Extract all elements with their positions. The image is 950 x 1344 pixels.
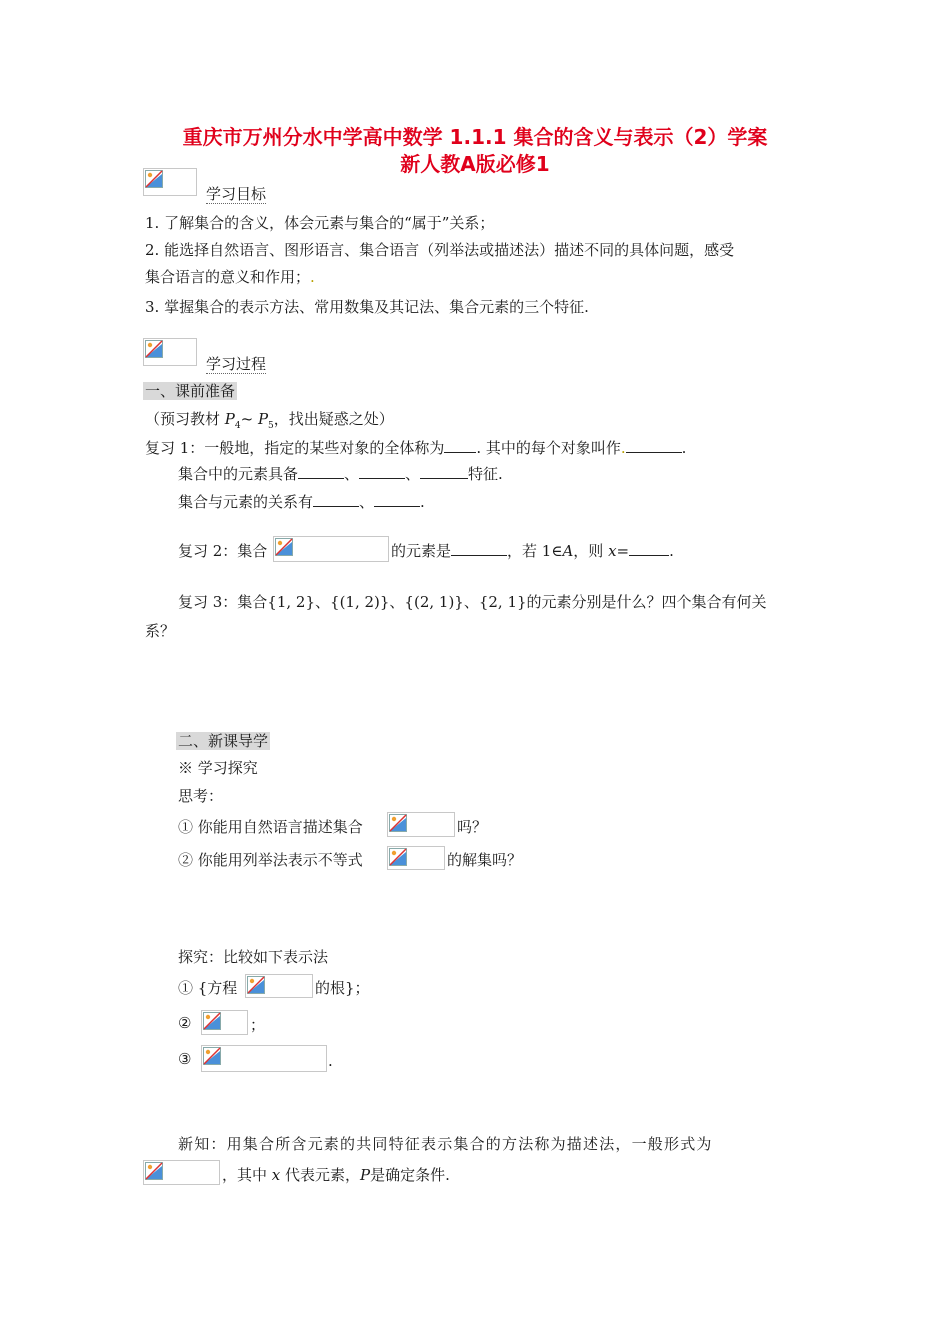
review-3-line2: 系？	[145, 622, 176, 640]
compare-heading: 探究：比较如下表示法	[178, 948, 329, 966]
fill-blank[interactable]	[359, 464, 405, 479]
broken-image-icon	[145, 340, 163, 358]
compare-2-end: ；	[250, 1016, 266, 1034]
section-image-placeholder	[143, 338, 197, 366]
broken-image-icon	[275, 538, 293, 556]
broken-image-icon	[389, 848, 407, 866]
broken-image-icon	[247, 976, 265, 994]
objective-2-cont: 集合语言的意义和作用；	[145, 268, 311, 286]
process-heading: 学习过程	[206, 355, 267, 373]
review-1: 复习 1：一般地，指定的某些对象的全体称为 . 其中的每个对象叫作. .	[145, 439, 687, 457]
document-title-line1: 重庆市万州分水中学高中数学 1.1.1 集合的含义与表示（2）学案	[182, 125, 768, 149]
objective-1: 1. 了解集合的含义，体会元素与集合的“属于”关系；	[145, 214, 495, 232]
fill-blank[interactable]	[313, 492, 359, 507]
question-2: ② 你能用列举法表示不等式	[178, 851, 363, 869]
section-1-heading: 一、课前准备	[145, 382, 236, 400]
question-1-end: 吗？	[457, 818, 488, 836]
review-2-rest: 的元素是 ，若 1∈A，则 x= .	[391, 542, 674, 560]
fill-blank[interactable]	[298, 464, 344, 479]
element-features: 集合中的元素具备 、 、 特征.	[178, 465, 503, 483]
formula-image-placeholder	[273, 536, 389, 562]
broken-image-icon	[145, 1162, 163, 1180]
new-knowledge-line2: ，其中 x 代表元素，P是确定条件.	[222, 1166, 450, 1184]
new-knowledge-line1: 新知：用集合所含元素的共同特征表示集合的方法称为描述法，一般形式为	[178, 1135, 713, 1153]
think-label: 思考：	[178, 787, 224, 805]
compare-1-end: 的根}；	[315, 979, 370, 997]
element-relation: 集合与元素的关系有 、 .	[178, 493, 425, 511]
formula-image-placeholder	[245, 974, 313, 998]
compare-3: ③	[178, 1050, 192, 1068]
fill-blank[interactable]	[444, 438, 476, 453]
objective-2: 2. 能选择自然语言、图形语言、集合语言（列举法或描述法）描述不同的具体问题，感受	[145, 241, 735, 259]
fill-blank[interactable]	[374, 492, 420, 507]
fill-blank[interactable]	[420, 464, 468, 479]
compare-3-end: .	[328, 1052, 333, 1070]
formula-image-placeholder	[201, 1045, 327, 1072]
broken-image-icon	[203, 1012, 221, 1030]
document-title-line2: 新人教A版必修1	[400, 152, 550, 176]
fill-blank[interactable]	[629, 541, 669, 556]
broken-image-icon	[389, 814, 407, 832]
section-2-heading: 二、新课导学	[178, 732, 269, 750]
formula-image-placeholder	[387, 846, 445, 870]
compare-1: ① {方程	[178, 979, 238, 997]
formula-image-placeholder	[143, 1160, 220, 1185]
review-2-label: 复习 2：集合	[178, 542, 268, 560]
explore-heading: ※ 学习探究	[178, 759, 258, 777]
broken-image-icon	[203, 1047, 221, 1065]
question-2-end: 的解集吗？	[447, 851, 523, 869]
question-1: ① 你能用自然语言描述集合	[178, 818, 363, 836]
fill-blank[interactable]	[626, 438, 682, 453]
broken-image-icon	[145, 170, 163, 188]
objectives-heading: 学习目标	[206, 185, 267, 203]
fill-blank[interactable]	[451, 541, 507, 556]
section-image-placeholder	[143, 168, 197, 196]
formula-image-placeholder	[201, 1010, 248, 1035]
preview-note: （预习教材 $P_4\sim$ $P_5$，找出疑惑之处）	[145, 410, 394, 431]
review-3-line1: 复习 3：集合{1, 2}、{(1, 2)}、{(2, 1)}、{2, 1}的元素分别是什么？四个集合有何关	[178, 593, 767, 611]
objective-3: 3. 掌握集合的表示方法、常用数集及其记法、集合元素的三个特征.	[145, 298, 589, 316]
formula-image-placeholder	[387, 812, 455, 837]
compare-2: ②	[178, 1014, 192, 1032]
